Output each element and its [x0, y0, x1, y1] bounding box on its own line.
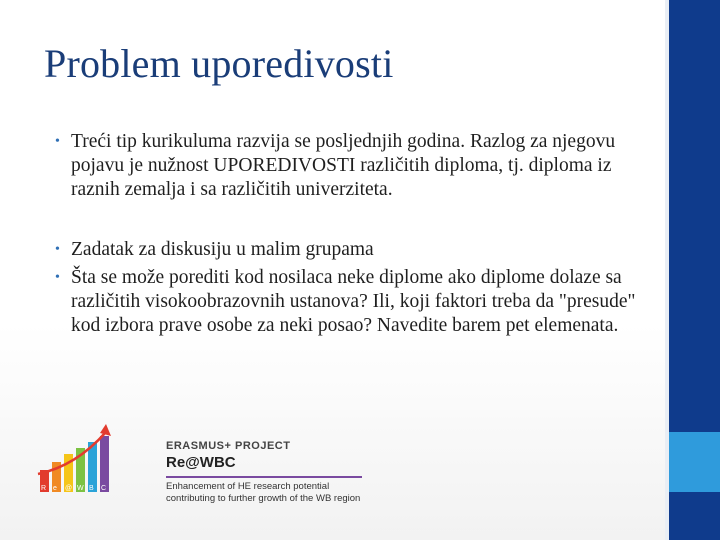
bullet-item — [55, 130, 645, 202]
svg-text:C: C — [101, 485, 107, 492]
bullet-text: Zadatak za diskusiju u malim grupama — [71, 239, 374, 260]
growth-chart-icon — [36, 418, 161, 498]
logo-tagline-1: Enhancement of HE research potential — [166, 481, 330, 492]
bullet-dot-icon: • — [55, 134, 60, 149]
svg-text:B: B — [89, 485, 94, 492]
svg-text:@: @ — [65, 485, 73, 492]
logo-divider — [166, 476, 362, 478]
bullet-dot-icon: • — [55, 270, 60, 285]
bullet-item — [55, 238, 645, 262]
right-accent-highlight — [669, 432, 720, 492]
slide-title: Problem uporedivosti — [44, 41, 394, 86]
project-logo — [36, 418, 361, 508]
logo-tagline-2: contributing to further growth of the WB region — [166, 493, 361, 504]
bullet-list — [55, 130, 645, 338]
logo-name: Re@WBC — [166, 454, 236, 471]
svg-text:W: W — [77, 485, 84, 492]
bullet-dot-icon: • — [55, 242, 60, 257]
svg-text:R: R — [41, 485, 47, 492]
logo-project-label: ERASMUS+ PROJECT — [166, 440, 291, 452]
bullet-text: Treći tip kurikuluma razvija se posljednjih godina. Razlog za njegovu pojavu je nužnost UPOREDIVOSTI različitih diploma, tj. diploma iz raznih zemalja i sa različitih univerziteta. — [71, 131, 616, 200]
svg-text:e: e — [53, 485, 57, 492]
bullet-text: Šta se može porediti kod nosilaca neke diplome ako diplome dolaze sa različitih visokoobrazovnih ustanova? Ili, koji faktori treba da "presude" kod izbora prave osobe za neki posao? Navedite barem pet elemenata. — [71, 267, 636, 336]
bullet-item — [55, 266, 645, 338]
